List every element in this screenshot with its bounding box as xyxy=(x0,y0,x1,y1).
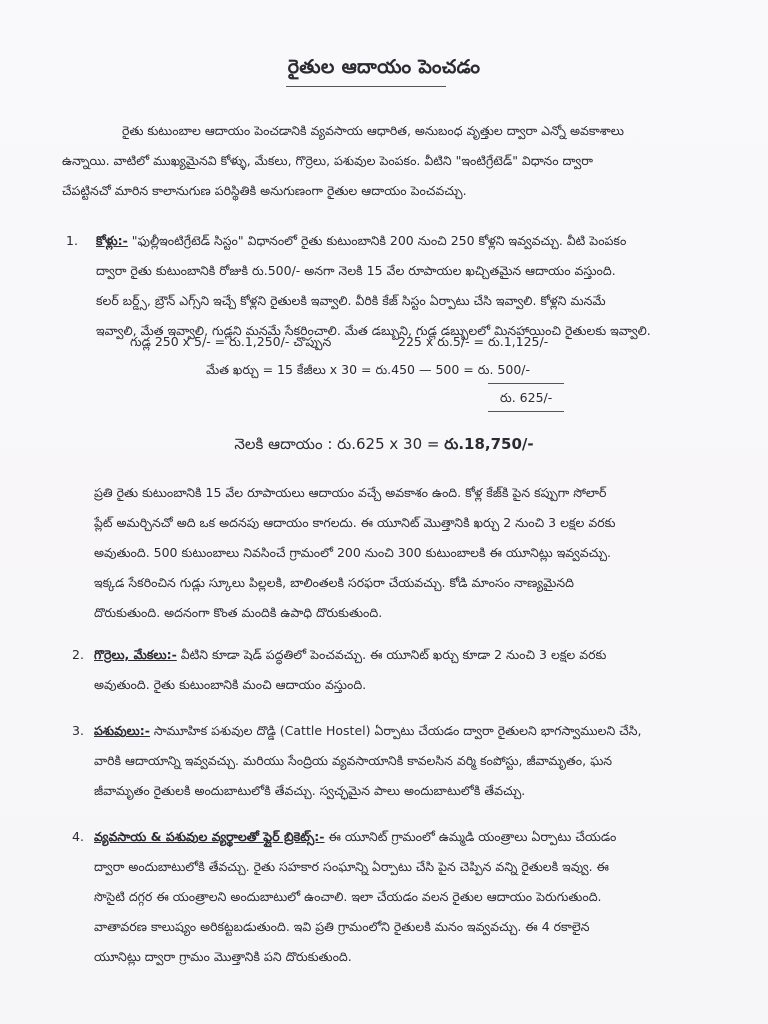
calc-eggs: గుడ్ల 250 x 5/- = రు.1,250/- చొప్పున xyxy=(130,334,332,349)
monthly-income xyxy=(0,430,768,458)
item-heading: గొర్రెలు, మేకలు:- xyxy=(94,647,177,662)
item-number: 4. xyxy=(72,829,84,844)
item-line: ఇవ్వాలి, మేత ఇవ్వాలి, గుడ్లని మనమే సేకరించాలి. మేత డబ్బుని, గుడ్ల డబ్బులలో మినహాయించి రైతులకు ఇవ్వాలి. xyxy=(96,323,651,338)
page-title: రైతుల ఆదాయం పెంచడం xyxy=(287,56,481,78)
item-goats-sheep xyxy=(94,640,724,700)
item-heading: వ్యవసాయ & పశువుల వ్యర్థాలతో ఫ్లైర్ బ్రికెట్స్:- xyxy=(94,829,325,844)
item-line xyxy=(94,822,724,852)
item-line: ద్వారా రైతు కుటుంబానికి రోజుకి రు.500/- అనగా నెలకి 15 వేల రూపాయల ఖచ్చితమైన ఆదాయం వస్తుంది. xyxy=(96,263,616,278)
intro-line: ఉన్నాయి. వాటిలో ముఖ్యమైనవి కోళ్ళు, మేకలు, గొర్రెలు, పశువుల పెంపకం. వీటిని "ఇంటిగ్రేటెడ్" విధానం ద్వారా xyxy=(62,153,593,168)
item-line: యూనిట్లు ద్వారా గ్రామం మొత్తానికి పని దొరుకుతుంది. xyxy=(94,949,352,964)
item-number: 3. xyxy=(72,723,84,738)
calc-result: రు. 625/- xyxy=(500,390,553,405)
calc-eggs-net: 225 x రు.5/- = రు.1,125/- xyxy=(398,334,549,349)
item-line: కలర్ బర్డ్స్, బ్రౌన్ ఎగ్స్‌ని ఇచ్చే కోళ్లని రైతులకి ఇవ్వాలి. వీరికి కేజ్ సిస్టం ఏర్పాటు చేసి ఇవ్వాలి. కోళ్లని మనమే xyxy=(96,293,606,308)
item-line: అవుతుంది. రైతు కుటుంబానికి మంచి ఆదాయం వస్తుంది. xyxy=(94,677,367,692)
detail-line: ప్లేట్ అమర్చినచో అది ఒక అదనపు ఆదాయం కాగలదు. ఈ యూనిట్ మొత్తానికి ఖర్చు 2 నుంచి 3 లక్షల వరకు xyxy=(94,515,616,530)
item-briquettes xyxy=(94,822,724,972)
item-line xyxy=(96,226,724,256)
detail-line: దొరుకుతుంది. అదనంగా కొంత మందికి ఉపాధి దొరుకుతుంది. xyxy=(94,605,383,620)
item-cattle xyxy=(94,716,724,806)
detail-line: ప్రతి రైతు కుటుంబానికి 15 వేల రూపాయలు ఆదాయం వచ్చే అవకాశం ఉంది. కోళ్ల కేజ్‌కి పైన కప్పుగా సోలార్ xyxy=(94,485,607,500)
detail-line: అవుతుంది. 500 కుటుంబాలు నివసించే గ్రామంలో 200 నుంచి 300 కుటుంబాలకి ఈ యూనిట్లు ఇవ్వవచ్చు. xyxy=(94,545,611,560)
item-line xyxy=(94,640,724,670)
item-heading: కోళ్లు:- xyxy=(96,233,128,248)
monthly-income-value: రు.18,750/- xyxy=(444,435,534,453)
item-text: ఈ యూనిట్ గ్రామంలో ఉమ్మడి యంత్రాలు ఏర్పాటు చేయడం xyxy=(328,829,617,844)
item-text: "ఫుల్లీఇంటిగ్రేటెడ్ సిస్టం" విధానంలో రైతు కుటుంబానికి 200 నుంచి 250 కోళ్లని ఇవ్వవచ్చు. వీటి పెంపకం xyxy=(131,233,627,248)
item-text: సామూహిక పశువుల దొడ్డి (Cattle Hostel) ఏర్పాటు చేయడం ద్వారా రైతులని భాగస్వాములని చేసి, xyxy=(153,723,642,738)
title-underline xyxy=(286,86,446,87)
item-text: వీటిని కూడా షెడ్ పద్ధతిలో పెంచవచ్చు. ఈ యూనిట్ ఖర్చు కూడా 2 నుంచి 3 లక్షల వరకు xyxy=(180,647,607,662)
calc-feed: మేత ఖర్చు = 15 కేజీలు x 30 = రు.450 — 500 = రు. 500/- xyxy=(206,362,531,377)
detail-line: ఇక్కడ సేకరించిన గుడ్లు స్కూలు పిల్లలకి, బాలింతలకి సరఫరా చేయవచ్చు. కోడి మాంసం నాణ్యమైనది xyxy=(94,575,574,590)
item-line: వారికి ఆదాయాన్ని ఇవ్వవచ్చు. మరియు సేంద్రియ వ్యవసాయానికి కావలసిన వర్మి కంపోస్టు, జీవామృతం, ఘన xyxy=(94,753,613,768)
poultry-details xyxy=(94,478,724,628)
item-number: 1. xyxy=(66,233,78,248)
item-line: సొసైటి దగ్గర ఈ యంత్రాలని అందుబాటులో ఉంచాలి. ఇలా చేయడం వలన రైతుల ఆదాయం పెరుగుతుంది. xyxy=(94,889,602,904)
item-number: 2. xyxy=(72,647,84,662)
item-line: జీవామృతం రైతులకి అందుబాటులోకి తేవచ్చు. స్వచ్ఛమైన పాలు అందుబాటులోకి తేవచ్చు. xyxy=(94,783,526,798)
calc-rule xyxy=(488,411,564,412)
monthly-income-label: నెలకి ఆదాయం : రు.625 x 30 = xyxy=(234,435,445,453)
intro-paragraph xyxy=(62,116,722,206)
item-line: ద్వారా అందుబాటులోకి తేవచ్చు. రైతు సహకార సంఘాన్ని ఏర్పాటు చేసి పైన చెప్పిన వన్ని రైతులకి ఇవ్వు. ఈ xyxy=(94,859,609,874)
item-heading: పశువులు:- xyxy=(94,723,150,738)
item-line: వాతావరణ కాలుష్యం అరికట్టబడుతుంది. ఇవి ప్రతి గ్రామంలోని రైతులకి మనం ఇవ్వవచ్చు. ఈ 4 రకాలైన xyxy=(94,919,590,934)
item-line xyxy=(94,716,724,746)
intro-line: రైతు కుటుంబాల ఆదాయం పెంచడానికి వ్యవసాయ ఆధారిత, అనుబంధ వృత్తుల ద్వారా ఎన్నో అవకాశాలు xyxy=(122,123,624,138)
intro-line: చేపట్టినచో మారిన కాలానుగుణ పరిస్థితికి అనుగుణంగా రైతుల ఆదాయం పెంచవచ్చు. xyxy=(62,183,467,198)
